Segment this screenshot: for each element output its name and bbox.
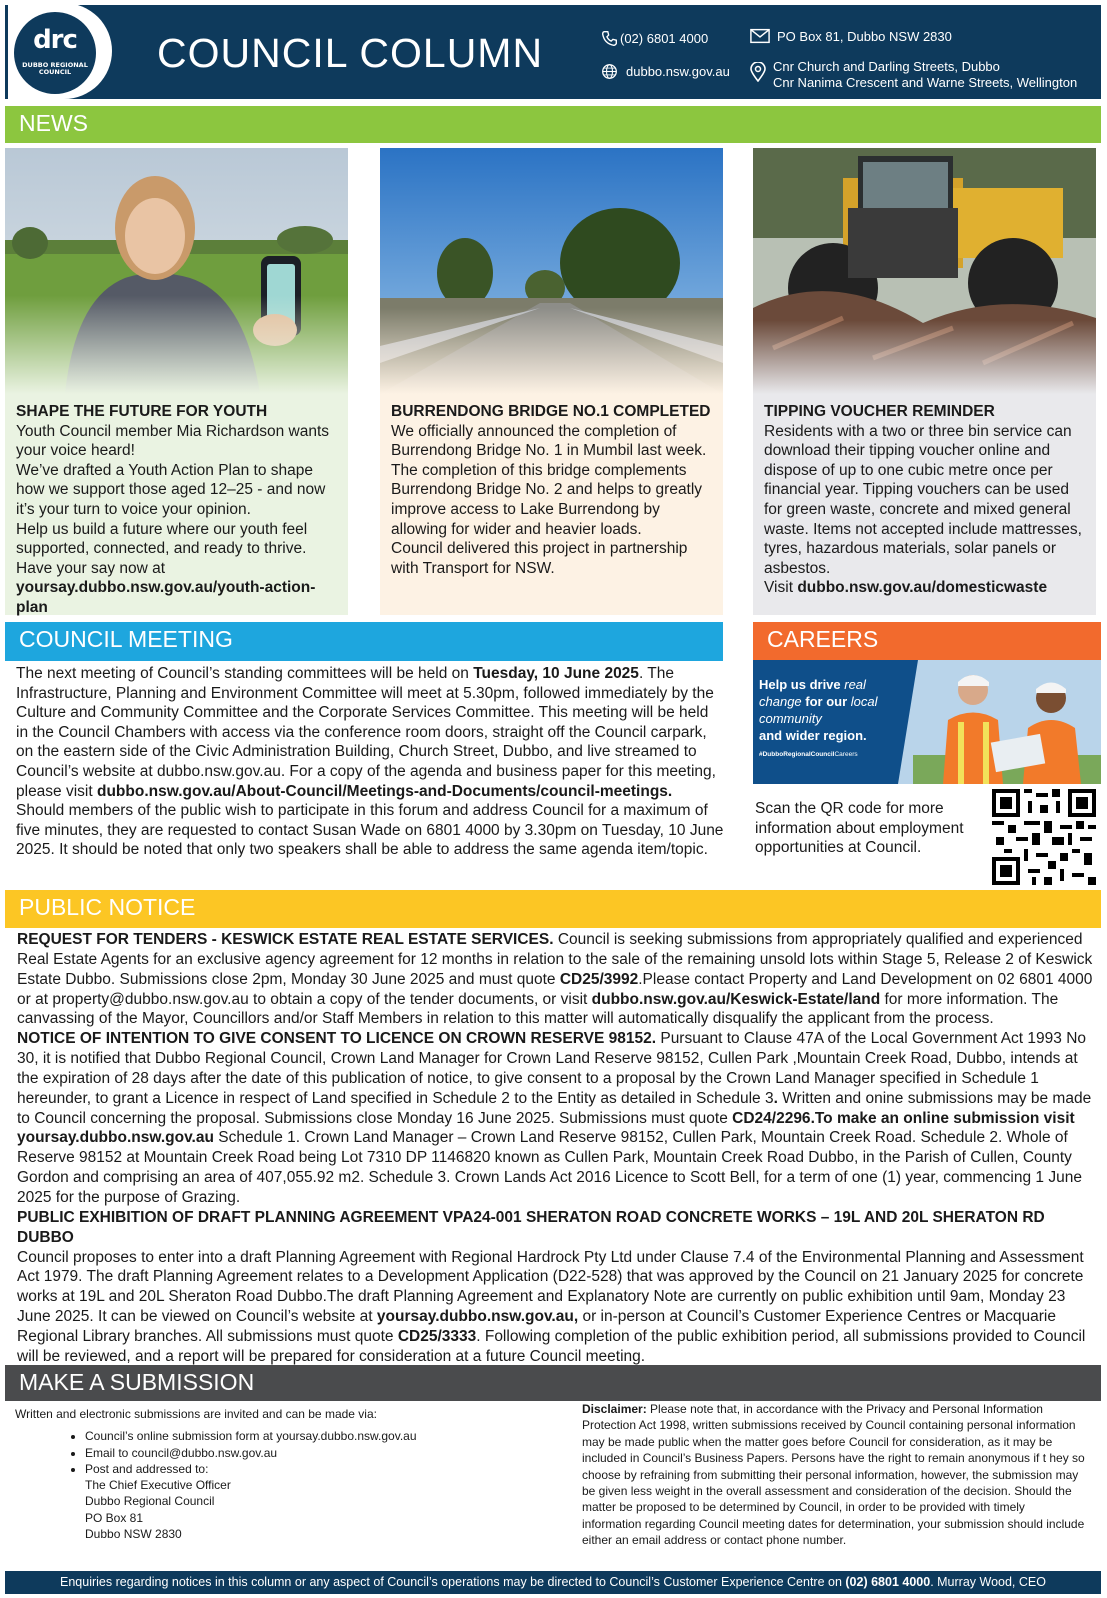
keswick-estate-link[interactable]: dubbo.nsw.gov.au/Keswick-Estate/land (591, 990, 881, 1008)
news-item-title: SHAPE THE FUTURE FOR YOUTH (16, 403, 268, 420)
news-item-title: BURRENDONG BRIDGE NO.1 COMPLETED (391, 403, 711, 420)
careers-text: Scan the QR code for more information about employment opportunities at Council. (755, 800, 964, 857)
notice-crown-reserve: NOTICE OF INTENTION TO GIVE CONSENT TO LICENCE ON CROWN RESERVE 98152. Pursuant to Clause 47A of the Local Government Act 1993 No 30, it is notified that Dubbo Regional Council, Crown Land Manager for Crown Land Reserve 98152, Cullen Park ,Mountain Creek Road, Dubbo, intends at the expiration of 28 days after the date of this publication of notice, to give consent to a proposal by the Crown Land Manager specified in Schedule 1 hereunder, to grant a Licence in respect of Land specified in Schedule 2 to the Entity as detailed in Schedule 3. Written and onine submissions may be made to Council concerning the proposal. Submissions close Monday 16 June 2025. Submissions must quote CD24/2296.To make an online submission visit yoursay.dubbo.nsw.gov.au Schedule 1. Crown Land Manager – Crown Land Reserve 98152, Cullen Park, Mountain Creek Road. Schedule 2. Whole of Reserve 98152 at Mountain Creek Road being Lot 7310 DP 1146820 known as Cullen Park, Mountain Creek Road Dubbo, in the Parish of Cullen, County Gordon and comprising an area of 407,055.92 m2. Schedule 3. Crown Lands Act 2016 Licence to Scott Bell, for a term of one (1) year, commencing 1 June 2025 for the purpose of Grazing. (17, 1030, 1092, 1206)
youth-council-photo (5, 148, 348, 394)
youth-action-plan-link[interactable]: yoursay.dubbo.nsw.gov.au/youth-action-plan (16, 579, 316, 616)
news-item-tipping (753, 148, 1096, 615)
header-address: Cnr Church and Darling Streets, Dubbo Cnr Nanima Crescent and Warne Streets, Wellington (750, 58, 1095, 94)
yoursay-link[interactable]: yoursay.dubbo.nsw.gov.au, (376, 1308, 579, 1326)
header-po-box: PO Box 81, Dubbo NSW 2830 (750, 28, 990, 46)
public-notice-text (17, 930, 1097, 1367)
careers-heading: CAREERS (753, 622, 1101, 661)
news-item-youth-text: SHAPE THE FUTURE FOR YOUTH Youth Council member Mia Richardson wants your voice heard! We’ve drafted a Youth Action Plan to shape how we support those aged 12–25 - and now it’s your turn to voice your opinion. Help us build a future where our youth feel supported, connected, and ready to thrive. Have your say now at yoursay.dubbo.nsw.gov.au/youth-action-plan (16, 402, 342, 618)
public-notice-heading: PUBLIC NOTICE (5, 890, 1101, 928)
header-website[interactable]: dubbo.nsw.gov.au (601, 63, 751, 81)
make-submission-heading: MAKE A SUBMISSION (5, 1365, 1101, 1401)
council-logo: drc DUBBO REGIONAL COUNCIL (14, 12, 96, 94)
header-phone[interactable]: (02) 6801 4000 (601, 30, 751, 48)
domestic-waste-link[interactable]: dubbo.nsw.gov.au/domesticwaste (797, 579, 1048, 597)
news-item-tipping-text: TIPPING VOUCHER REMINDER Residents with a two or three bin service can download their tipping voucher online and dispose of up to one cubic metre once per financial year. Tipping vouchers can be used for green waste, concrete and mixed general waste. Items not accepted include mattresses, tyres, hazardous materials, solar panels or asbestos. Visit dubbo.nsw.gov.au/domesticwaste (764, 402, 1090, 598)
bridge-photo (380, 148, 723, 394)
careers-banner[interactable]: Help us drive real change for our local community and wider region. #DubboRegionalCouncilCareers (753, 660, 1101, 784)
list-item: • Council’s online submission form at yoursay.dubbo.nsw.gov.au (85, 1428, 555, 1444)
news-section-heading: NEWS (5, 106, 1101, 143)
list-item: • Post and addressed to: (85, 1461, 555, 1477)
council-meeting-heading: COUNCIL MEETING (5, 622, 723, 661)
postal-address: The Chief Executive Officer Dubbo Regional Council PO Box 81 Dubbo NSW 2830 (85, 1478, 231, 1542)
list-item: • Email to council@dubbo.nsw.gov.au (85, 1445, 555, 1461)
envelope-icon (750, 28, 770, 44)
news-item-youth (5, 148, 348, 615)
notice-tenders: REQUEST FOR TENDERS - KESWICK ESTATE REAL ESTATE SERVICES. Council is seeking submissions from appropriately qualified and experienced Real Estate Agents for an exclusive agency agreement for 12 months in relation to the sale of the remaining unsold lots within Stage 5, Release 2 of Keswick Estate Dubbo. Submissions close 2pm, Monday 30 June 2025 and must quote CD25/3992.Please contact Property and Land Development on 02 6801 4000 or at property@dubbo.nsw.gov.au to obtain a copy of the tender documents, or visit dubbo.nsw.gov.au/Keswick-Estate/land for more information. The canvassing of the Mayor, Councillors and/or Staff Members in relation to this matter will automatically disqualify the applicant from the process. (17, 931, 1093, 1028)
submission-methods: Written and electronic submissions are invited and can be made via: • Council’s online submission form at yoursay.dubbo.nsw.gov.au • Email to council@dubbo.nsw.gov.au • Post and addressed to: The Chief Executive Officer Dubbo Regional Council PO Box 81 Dubbo NSW 2830 (15, 1406, 555, 1542)
disclaimer: Disclaimer: Please note that, in accordance with the Privacy and Personal Information Protection Act 1998, written submissions received by Council containing personal information may be made public when the matter goes before Council for consideration, as it may be included in Council’s Business Papers. Persons have the right to remain anonymous if t hey so choose by refraining from submitting their personal information, however, the submission may be given less weight in the overall assessment and consideration of the decision. Should the matter be proposed to be determined by Council, in order to be provided with timely information regarding Council meeting dates for determination, your submission should include either an email address or contact phone number. (582, 1402, 1085, 1548)
careers-qr-code[interactable] (992, 789, 1096, 885)
page-title: COUNCIL COLUMN (157, 30, 544, 76)
news-item-bridge-text: BURRENDONG BRIDGE NO.1 COMPLETED We officially announced the completion of Burrendong Bridge No. 1 in Mumbil last week. The completion of this bridge complements Burrendong Bridge No. 2 and helps to greatly improve access to Lake Burrendong by allowing for wider and heavier loads. Council delivered this project in partnership with Transport for NSW. (391, 402, 717, 578)
loader-photo (753, 148, 1096, 394)
news-item-bridge (380, 148, 723, 615)
phone-icon (601, 30, 618, 47)
globe-icon (601, 63, 618, 80)
location-pin-icon (750, 62, 766, 82)
news-item-title: TIPPING VOUCHER REMINDER (764, 403, 995, 420)
submission-list (15, 1428, 555, 1477)
footer-enquiries: Enquiries regarding notices in this column or any aspect of Council’s operations may be directed to Council’s Customer Experience Centre on (02) 6801 4000. Murray Wood, CEO (5, 1571, 1101, 1594)
council-meetings-link[interactable]: dubbo.nsw.gov.au/About-Council/Meetings-and-Documents/council-meetings. (96, 782, 673, 800)
council-meeting-text: The next meeting of Council’s standing committees will be held on Tuesday, 10 June 2025. The Infrastructure, Planning and Environment Committee will meet at 5.30pm, followed immediately by the Culture and Community Committee and the Corporate Services Committee. This meeting will be held in the Council Chambers with access via the conference room doors, straight off the Council carpark, on the eastern side of the Civic Administration Building, Church Street, Dubbo, and live streamed to Council’s website at dubbo.nsw.gov.au. For a copy of the agenda and business paper for this meeting, please visit dubbo.nsw.gov.au/About-Council/Meetings-and-Documents/council-meetings. Should members of the public wish to participate in this forum and address Council for a maximum of five minutes, they are requested to contact Susan Wade on 6801 4000 by 3.30pm on Tuesday, 10 June 2025. It should be noted that only two speakers shall be able to address the same agenda item/topic. (16, 665, 724, 859)
notice-planning-agreement: PUBLIC EXHIBITION OF DRAFT PLANNING AGREEMENT VPA24-001 SHERATON ROAD CONCRETE WORKS – 19L AND 20L SHERATON RD DUBBO Council proposes to enter into a draft Planning Agreement with Regional Hardrock Pty Ltd under Clause 7.4 of the Environmental Planning and Assessment Act 1979. The draft Planning Agreement relates to a Development Application (D22-528) that was approved by the Council on 21 January 2025 for concrete works at 19L and 20L Sheraton Road Dubbo.The draft Planning Agreement and Explanatory Note are currently on public exhibition until 9am, Monday 23 June 2025. It can be viewed on Council’s website at yoursay.dubbo.nsw.gov.au, or in-person at Council’s Customer Experience Centres or Macquarie Regional Library branches. All submissions must quote CD25/3333. Following completion of the public exhibition period, all submissions provided to Council will be reviewed, and a report will be prepared for consideration at a future Council meeting. (17, 1208, 1086, 1365)
